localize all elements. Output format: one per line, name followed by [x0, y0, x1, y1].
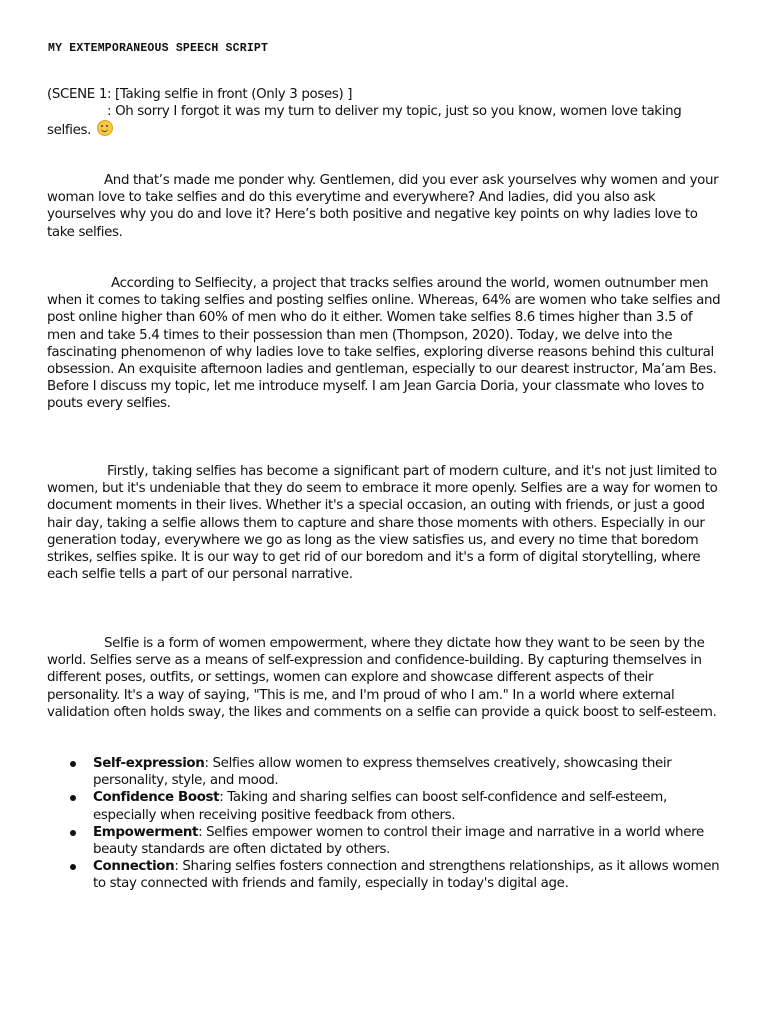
- list-item-term: Connection: [93, 859, 175, 875]
- list-item: [47, 824, 723, 858]
- list-item-term: Empowerment: [93, 824, 199, 840]
- bullet-icon: [70, 761, 76, 767]
- document-title: MY EXTEMPORANEOUS SPEECH SCRIPT: [48, 42, 269, 55]
- list-item: [47, 789, 723, 823]
- scene-line: : Oh sorry I forgot it was my turn to deliver my topic, just so you know, women love taking selfies.: [47, 104, 682, 139]
- winking-face-icon: [97, 120, 113, 136]
- bullet-icon: [70, 864, 76, 870]
- bullet-icon: [70, 795, 76, 801]
- scene-block: [47, 86, 723, 140]
- paragraph-2: According to Selfiecity, a project that tracks selfies around the world, women outnumber men when it comes to taking selfies and posting selfies online. Whereas, 64% are women who take selfies and post online higher than 60% of men who do it either. Women take selfies 8.6 times higher than 3.5 of men and take 5.4 times to their possession than men (Thompson, 2020). Today, we delve into the fascinating phenomenon of why ladies love to take selfies, exploring diverse reasons behind this cultural obsession. An exquisite afternoon ladies and gentleman, especially to our dearest instructor, Ma’am Bes. Before I discuss my topic, let me introduce myself. I am Jean Garcia Doria, your classmate who loves to pouts every selfies.: [47, 276, 721, 412]
- list-item-text: : Sharing selfies fosters connection and strengthens relationships, as it allows women to stay connected with friends and family, especially in today's digital age.: [93, 859, 720, 892]
- list-item-text: : Selfies empower women to control their image and narrative in a world where beauty standards are often dictated by others.: [93, 824, 704, 858]
- list-item-text: : Selfies allow women to express themselves creatively, showcasing their personality, style, and mood.: [93, 756, 672, 789]
- key-points-list: [47, 755, 723, 893]
- paragraph-3: Firstly, taking selfies has become a significant part of modern culture, and it's not just limited to women, but it's undeniable that they do seem to embrace it more openly. Selfies are a way for women to document moments in their lives. Whether it's a special occasion, an outing with friends, or just a good hair day, taking a selfie allows them to capture and share those moments with others. Especially in our generation today, everywhere we go as long as the view satisfies us, and every no time that boredom strikes, selfies spike. It is our way to get rid of our boredom and it's a form of digital storytelling, where each selfie tells a part of our personal narrative.: [47, 464, 718, 583]
- paragraph-4: Selfie is a form of women empowerment, where they dictate how they want to be seen by the world. Selfies serve as a means of self-expression and confidence-building. By capturing themselves in different poses, outfits, or settings, women can explore and showcase different aspects of their personality. It's a way of saying, "This is me, and I'm proud of who I am." In a world where external validation often holds sway, the likes and comments on a selfie can provide a quick boost to self-esteem.: [47, 636, 717, 720]
- bullet-icon: [70, 830, 76, 836]
- list-item: [47, 755, 723, 789]
- list-item-term: Confidence Boost: [93, 790, 220, 806]
- list-item-text: : Taking and sharing selfies can boost self-confidence and self-esteem, especially when receiving positive feedback from others.: [93, 790, 667, 823]
- list-item-term: Self-expression: [93, 756, 205, 771]
- paragraph-1: And that’s made me ponder why. Gentlemen, did you ever ask yourselves why women and your woman love to take selfies and do this everytime and everywhere? And ladies, did you also ask yourselves why you do and love it? Here’s both positive and negative key points on why ladies love to take selfies.: [47, 173, 719, 240]
- list-item: [47, 858, 723, 892]
- scene-heading: (SCENE 1: [Taking selfie in front (Only 3 poses) ]: [47, 87, 353, 102]
